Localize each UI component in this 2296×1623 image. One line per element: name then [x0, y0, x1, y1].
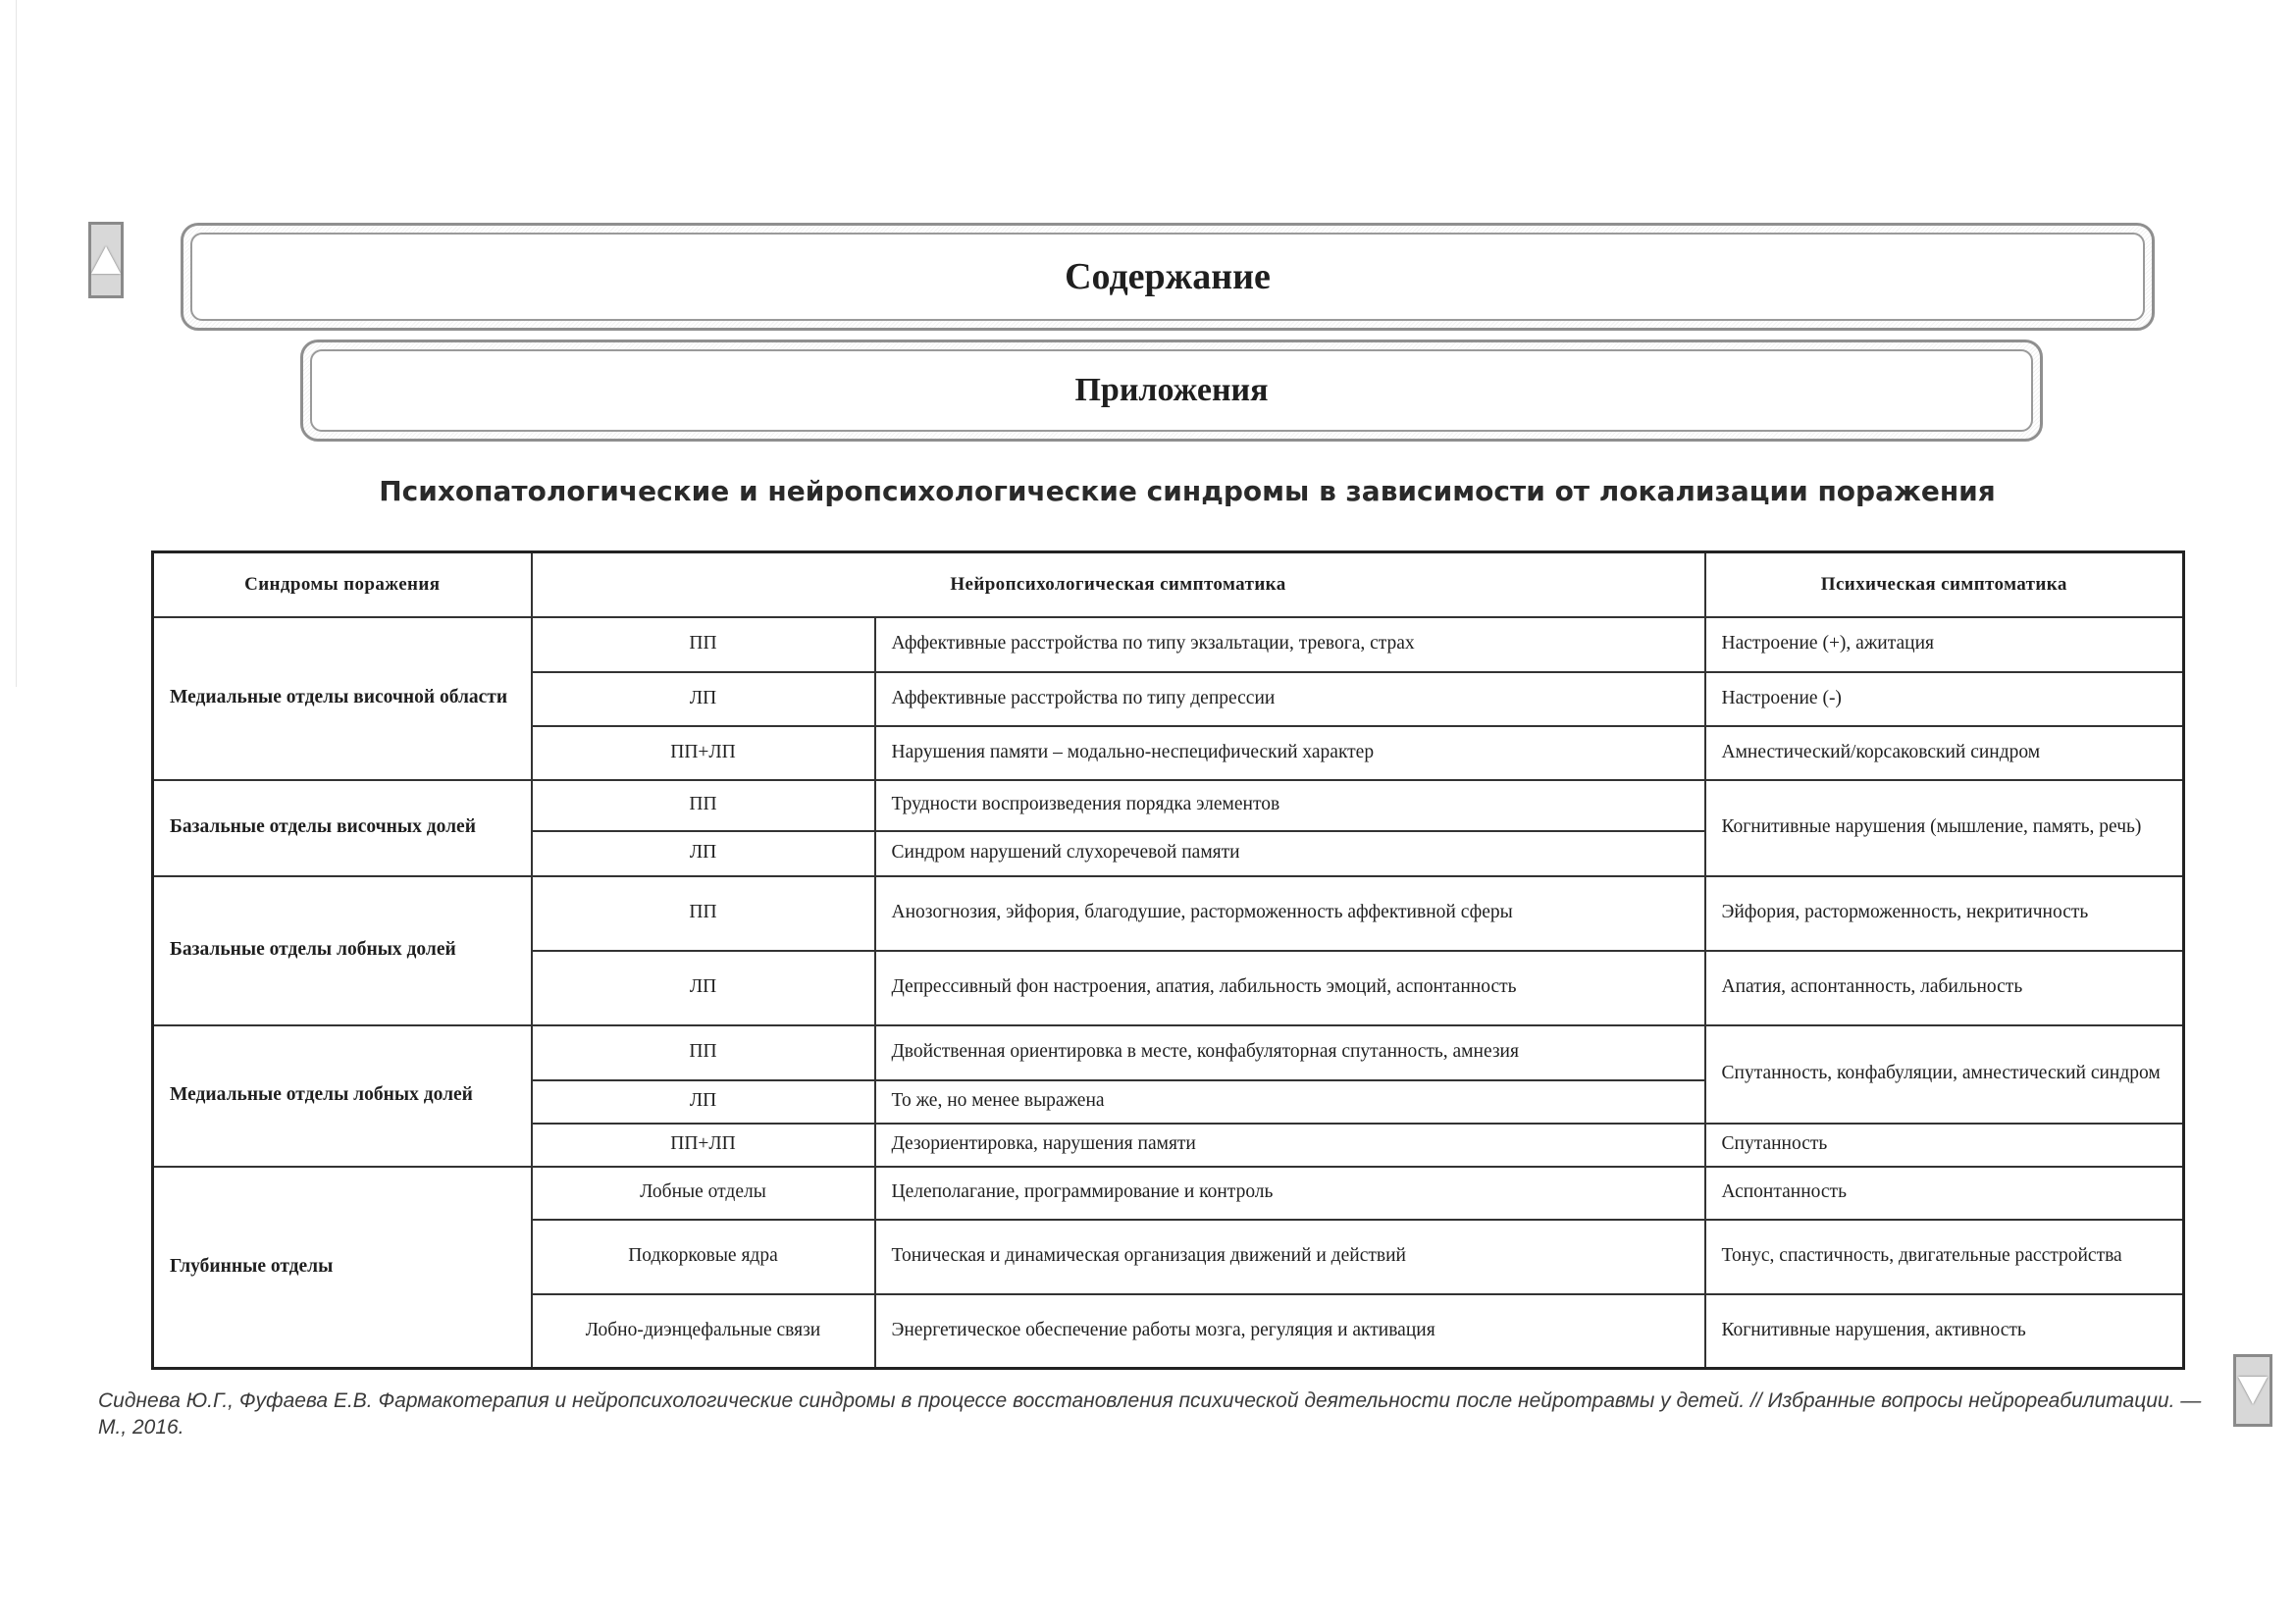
side-cell: ПП [532, 876, 875, 951]
neuro-cell: Целеполагание, программирование и контроль [875, 1167, 1705, 1220]
neuro-cell: Депрессивный фон настроения, апатия, лабильность эмоций, аспонтанность [875, 951, 1705, 1025]
header-syndromes: Синдромы поражения [153, 552, 532, 617]
header-neuro: Нейропсихологическая симптоматика [532, 552, 1705, 617]
neuro-cell: Анозогнозия, эйфория, благодушие, расторможенность аффективной сферы [875, 876, 1705, 951]
side-cell: ЛП [532, 1080, 875, 1124]
neuro-cell: Энергетическое обеспечение работы мозга, регуляция и активация [875, 1294, 1705, 1369]
triangle-down-icon [2238, 1377, 2268, 1404]
header-psych: Психическая симптоматика [1705, 552, 2184, 617]
appendix-title: Приложения [310, 349, 2033, 432]
neuro-cell: Дезориентировка, нарушения памяти [875, 1124, 1705, 1167]
psych-cell: Когнитивные нарушения, активность [1705, 1294, 2184, 1369]
side-cell: Лобно-диэнцефальные связи [532, 1294, 875, 1369]
syndrome-cell: Базальные отделы лобных долей [153, 876, 532, 1025]
psych-cell: Настроение (+), ажитация [1705, 617, 2184, 672]
side-cell: ЛП [532, 951, 875, 1025]
table-row [153, 1167, 2184, 1220]
side-cell: ПП+ЛП [532, 726, 875, 780]
neuro-cell: Аффективные расстройства по типу экзальтации, тревога, страх [875, 617, 1705, 672]
neuro-cell: Нарушения памяти – модально-неспецифический характер [875, 726, 1705, 780]
psych-cell: Амнестический/корсаковский синдром [1705, 726, 2184, 780]
psych-cell: Аспонтанность [1705, 1167, 2184, 1220]
psych-cell: Эйфория, расторможенность, некритичность [1705, 876, 2184, 951]
side-cell: Подкорковые ядра [532, 1220, 875, 1294]
syndrome-cell: Медиальные отделы лобных долей [153, 1025, 532, 1167]
scroll-up-button[interactable] [88, 222, 124, 298]
syndrome-cell: Базальные отделы височных долей [153, 780, 532, 876]
neuro-cell: То же, но менее выражена [875, 1080, 1705, 1124]
appendix-header[interactable] [300, 340, 2043, 442]
psych-cell: Спутанность, конфабуляции, амнестический синдром [1705, 1025, 2184, 1124]
psych-cell: Когнитивные нарушения (мышление, память, речь) [1705, 780, 2184, 876]
side-cell: ЛП [532, 672, 875, 726]
contents-header[interactable] [181, 223, 2155, 331]
side-cell: Лобные отделы [532, 1167, 875, 1220]
table-row [153, 1025, 2184, 1080]
side-cell: ЛП [532, 831, 875, 876]
neuro-cell: Тоническая и динамическая организация движений и действий [875, 1220, 1705, 1294]
psych-cell: Настроение (-) [1705, 672, 2184, 726]
table-row [153, 617, 2184, 672]
scroll-down-button[interactable] [2233, 1354, 2272, 1427]
neuro-cell: Синдром нарушений слухоречевой памяти [875, 831, 1705, 876]
triangle-up-icon [91, 246, 121, 274]
scan-edge [16, 0, 17, 687]
syndrome-table [151, 550, 2185, 1370]
table-header-row [153, 552, 2184, 617]
side-cell: ПП [532, 780, 875, 831]
syndrome-cell: Глубинные отделы [153, 1167, 532, 1369]
table-title: Психопатологические и нейропсихологические синдромы в зависимости от локализации поражения [379, 475, 1996, 507]
psych-cell: Тонус, спастичность, двигательные расстройства [1705, 1220, 2184, 1294]
table-row [153, 876, 2184, 951]
citation: Сиднева Ю.Г., Фуфаева Е.В. Фармакотерапия и нейропсихологические синдромы в процессе восстановления психической деятельности после нейротравмы у детей. // Избранные вопросы нейрореабилитации. — М., 2016. [98, 1389, 2202, 1440]
neuro-cell: Аффективные расстройства по типу депрессии [875, 672, 1705, 726]
side-cell: ПП+ЛП [532, 1124, 875, 1167]
psych-cell: Апатия, аспонтанность, лабильность [1705, 951, 2184, 1025]
contents-title: Содержание [190, 233, 2145, 321]
table-row [153, 780, 2184, 831]
side-cell: ПП [532, 1025, 875, 1080]
psych-cell: Спутанность [1705, 1124, 2184, 1167]
syndrome-cell: Медиальные отделы височной области [153, 617, 532, 780]
side-cell: ПП [532, 617, 875, 672]
neuro-cell: Трудности воспроизведения порядка элементов [875, 780, 1705, 831]
neuro-cell: Двойственная ориентировка в месте, конфабуляторная спутанность, амнезия [875, 1025, 1705, 1080]
